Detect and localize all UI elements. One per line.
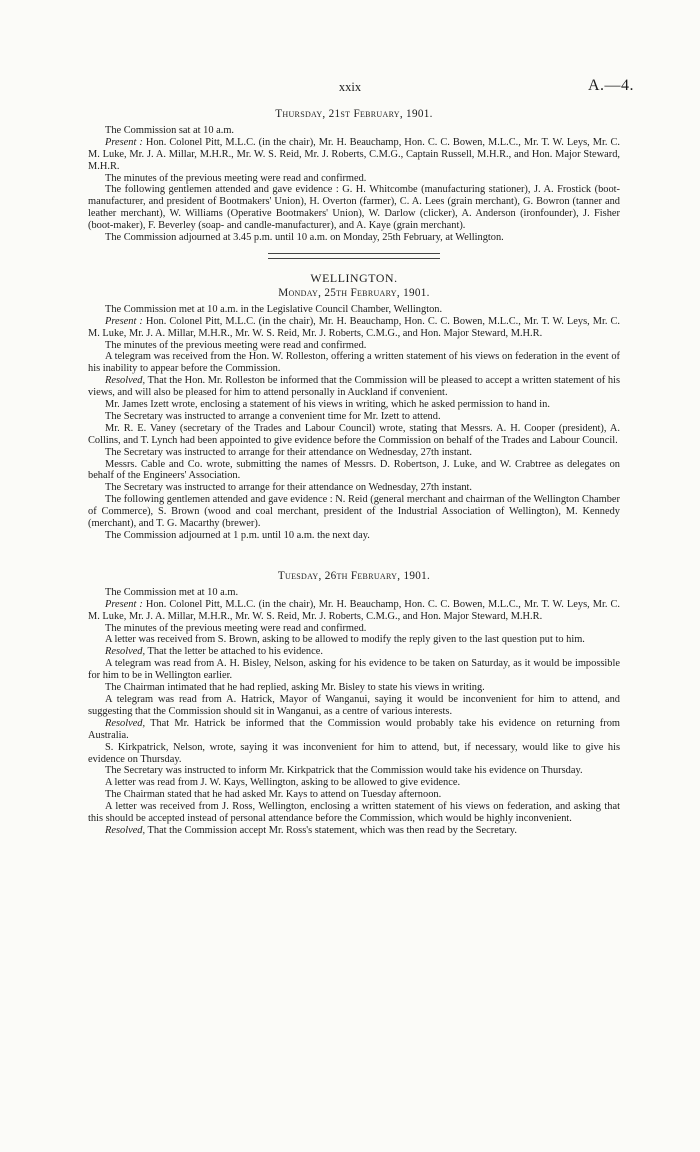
paragraph-text: The minutes of the previous meeting were read and confirmed. — [105, 622, 367, 634]
minutes-paragraph — [88, 316, 620, 340]
paragraph-lead: Present : — [105, 136, 143, 148]
paragraph-text: The Secretary was instructed to arrange for their attendance on Wednesday, 27th instant. — [105, 482, 473, 494]
page-number: xxix — [338, 80, 362, 94]
minutes-paragraph — [88, 825, 620, 837]
paragraph-text: The Commission sat at 10 a.m. — [105, 124, 235, 136]
minutes-paragraph — [88, 351, 620, 375]
paragraph-text: A letter was received from S. Brown, asking to be allowed to modify the reply given to the last question put to him. — [105, 634, 585, 646]
paragraph-text: Hon. Colonel Pitt, M.L.C. (in the chair), Mr. H. Beauchamp, Hon. C. C. Bowen, M.L.C., Mr. T. W. Leys, Mr. C. M. Luke, Mr. J. A. Millar, M.H.R., Mr. W. S. Reid, Mr. J. Roberts, C.M.G., and Hon. Major Steward, M.H.R. — [88, 598, 620, 622]
section-spacer — [88, 542, 620, 571]
paragraph-text: S. Kirkpatrick, Nelson, wrote, saying it was inconvenient for him to attend, but, if necessary, would like to give his evidence on Thursday. — [88, 741, 620, 765]
paragraph-lead: Resolved, — [105, 646, 146, 658]
meeting-date-heading: Monday, 25th February, 1901. — [278, 286, 430, 299]
minutes-paragraph — [88, 125, 620, 137]
meeting-date-heading: Thursday, 21st February, 1901. — [275, 108, 433, 120]
minutes-paragraph — [88, 173, 620, 185]
minutes-section — [88, 109, 620, 244]
minutes-paragraph — [88, 658, 620, 682]
minutes-paragraph — [88, 718, 620, 742]
minutes-paragraph — [88, 599, 620, 623]
minutes-paragraph — [88, 742, 620, 766]
paragraph-lead: Resolved, — [105, 375, 146, 387]
paragraph-text: The following gentlemen attended and gave evidence : G. H. Whitcombe (manufacturing stationer), J. A. Frostick (boot-manufacturer, and president of Bootmakers' Union), H. Overton (farmer), C. A. Lees (grain merchant), G. Bowron (tanner and leather merchant), W. Williams (Operative Bootmakers' Union), W. Darlow (clicker), A. Anderson (ironfounder), J. Fisher (boot-maker), F. Beverley (soap- and candle-manufacturer), and A. Kaye (grain merchant). — [88, 184, 620, 232]
paragraph-text: The Secretary was instructed to arrange a convenient time for Mr. Izett to attend. — [105, 410, 441, 422]
minutes-paragraph — [88, 375, 620, 399]
paragraph-text: That the letter be attached to his evidence. — [145, 646, 323, 658]
paragraph-text: Mr. James Izett wrote, enclosing a statement of his views in writing, which he asked permission to hand in. — [105, 399, 550, 411]
minutes-paragraph — [88, 694, 620, 718]
minutes-paragraph — [88, 801, 620, 825]
minutes-paragraph — [88, 411, 620, 423]
minutes-paragraph — [88, 423, 620, 447]
paragraph-text: The Secretary was instructed to arrange for their attendance on Wednesday, 27th instant. — [105, 446, 473, 458]
paragraph-lead: Resolved, — [105, 824, 146, 836]
paragraph-text: Mr. R. E. Vaney (secretary of the Trades and Labour Council) wrote, stating that Messrs. A. H. Cooper (president), A. Collins, and T. Lynch had been appointed to give evidence before the Commission on behalf of the Trades and Labour Council. — [88, 422, 620, 446]
minutes-paragraph — [88, 399, 620, 411]
paragraph-text: The Chairman intimated that he had replied, asking Mr. Bisley to state his views in writing. — [105, 682, 485, 694]
paragraph-text: A telegram was read from A. H. Bisley, Nelson, asking for his evidence to be taken on Saturday, as it would be impossible for him to be in Wellington earlier. — [88, 658, 620, 682]
minutes-paragraph — [88, 340, 620, 352]
page-header — [0, 77, 700, 100]
minutes-paragraph — [88, 530, 620, 542]
minutes-paragraph — [88, 494, 620, 530]
paragraph-text: The Commission adjourned at 1 p.m. until 10 a.m. the next day. — [105, 530, 370, 541]
paragraph-text: That Mr. Hatrick be informed that the Commission would probably take his evidence on returning from Australia. — [88, 717, 620, 741]
minutes-paragraph — [88, 789, 620, 801]
paragraph-text: The Commission met at 10 a.m. in the Legislative Council Chamber, Wellington. — [105, 303, 443, 315]
section-divider — [268, 253, 440, 259]
minutes-paragraph — [88, 634, 620, 646]
minutes-paragraph — [88, 137, 620, 173]
minutes-paragraph — [88, 184, 620, 232]
paragraph-text: Hon. Colonel Pitt, M.L.C. (in the chair), Mr. H. Beauchamp, Hon. C. C. Bowen, M.L.C., Mr. T. W. Leys, Mr. C. M. Luke, Mr. J. A. Millar, M.H.R., Mr. W. S. Reid, Mr. J. Roberts, C.M.G., and Hon. Major Steward, M.H.R. — [88, 315, 620, 339]
paragraph-text: The Secretary was instructed to inform Mr. Kirkpatrick that the Commission would take his evidence on Thursday. — [105, 765, 583, 777]
minutes-paragraph — [88, 232, 620, 244]
minutes-paragraph — [88, 777, 620, 789]
paragraph-text: A telegram was read from A. Hatrick, Mayor of Wanganui, saying it would be inconvenient for him to attend, and suggesting that the Commission should sit in Wanganui, as a centre of various interests. — [88, 693, 620, 717]
paragraph-text: The minutes of the previous meeting were read and confirmed. — [105, 339, 367, 351]
minutes-paragraph — [88, 765, 620, 777]
minutes-paragraph — [88, 304, 620, 316]
minutes-section — [88, 571, 620, 837]
meeting-date-heading: Tuesday, 26th February, 1901. — [277, 569, 431, 582]
paragraph-text: Messrs. Cable and Co. wrote, submitting the names of Messrs. D. Robertson, J. Luke, and W. Crabtree as delegates on behalf of the Engineers' Association. — [88, 458, 620, 482]
paragraph-text: A telegram was received from the Hon. W. Rolleston, offering a written statement of his views on federation in the event of his inability to appear before the Commission. — [88, 351, 620, 375]
minutes-paragraph — [88, 459, 620, 483]
paragraph-text: The minutes of the previous meeting were read and confirmed. — [105, 172, 367, 184]
paragraph-lead: Present : — [105, 598, 143, 610]
minutes-paragraph — [88, 646, 620, 658]
minutes-paragraph — [88, 623, 620, 635]
minutes-paragraph — [88, 447, 620, 459]
document-reference: A.—4. — [587, 77, 634, 94]
paragraph-text: That the Hon. Mr. Rolleston be informed that the Commission will be pleased to accept a written statement of his views, and will also be pleased for him to attend personally in Auckland if convenient. — [88, 375, 620, 399]
paragraph-text: The Commission adjourned at 3.45 p.m. until 10 a.m. on Monday, 25th February, at Wellington. — [105, 232, 504, 244]
minutes-paragraph — [88, 587, 620, 599]
minutes-body — [88, 109, 620, 837]
minutes-paragraph — [88, 682, 620, 694]
minutes-paragraph — [88, 482, 620, 494]
place-heading: WELLINGTON. — [310, 270, 398, 285]
minutes-section — [88, 270, 620, 542]
paragraph-text: That the Commission accept Mr. Ross's statement, which was then read by the Secretary. — [145, 824, 517, 836]
paragraph-lead: Present : — [105, 315, 143, 327]
paragraph-text: The following gentlemen attended and gave evidence : N. Reid (general merchant and chairman of the Wellington Chamber of Commerce), S. Brown (wood and coal merchant, president of the Industrial Association of Wellington), M. Kennedy (merchant), and T. G. Macarthy (brewer). — [88, 494, 620, 530]
paragraph-text: The Commission met at 10 a.m. — [105, 586, 239, 598]
paragraph-text: A letter was received from J. Ross, Wellington, enclosing a written statement of his views on federation, and asking that this should be accepted instead of personal attendance before the Commission, which would be highly inconvenient. — [88, 801, 620, 825]
paragraph-text: A letter was read from J. W. Kays, Wellington, asking to be allowed to give evidence. — [105, 777, 461, 789]
paragraph-text: The Chairman stated that he had asked Mr. Kays to attend on Tuesday afternoon. — [105, 789, 442, 801]
paragraph-lead: Resolved, — [105, 717, 146, 729]
paragraph-text: Hon. Colonel Pitt, M.L.C. (in the chair), Mr. H. Beauchamp, Hon. C. C. Bowen, M.L.C., Mr. T. W. Leys, Mr. C. M. Luke, Mr. J. A. Millar, M.H.R., Mr. W. S. Reid, Mr. J. Roberts, C.M.G., Captain Russell, M.H.R., and Hon. Major Steward, M.H.R. — [88, 136, 620, 172]
